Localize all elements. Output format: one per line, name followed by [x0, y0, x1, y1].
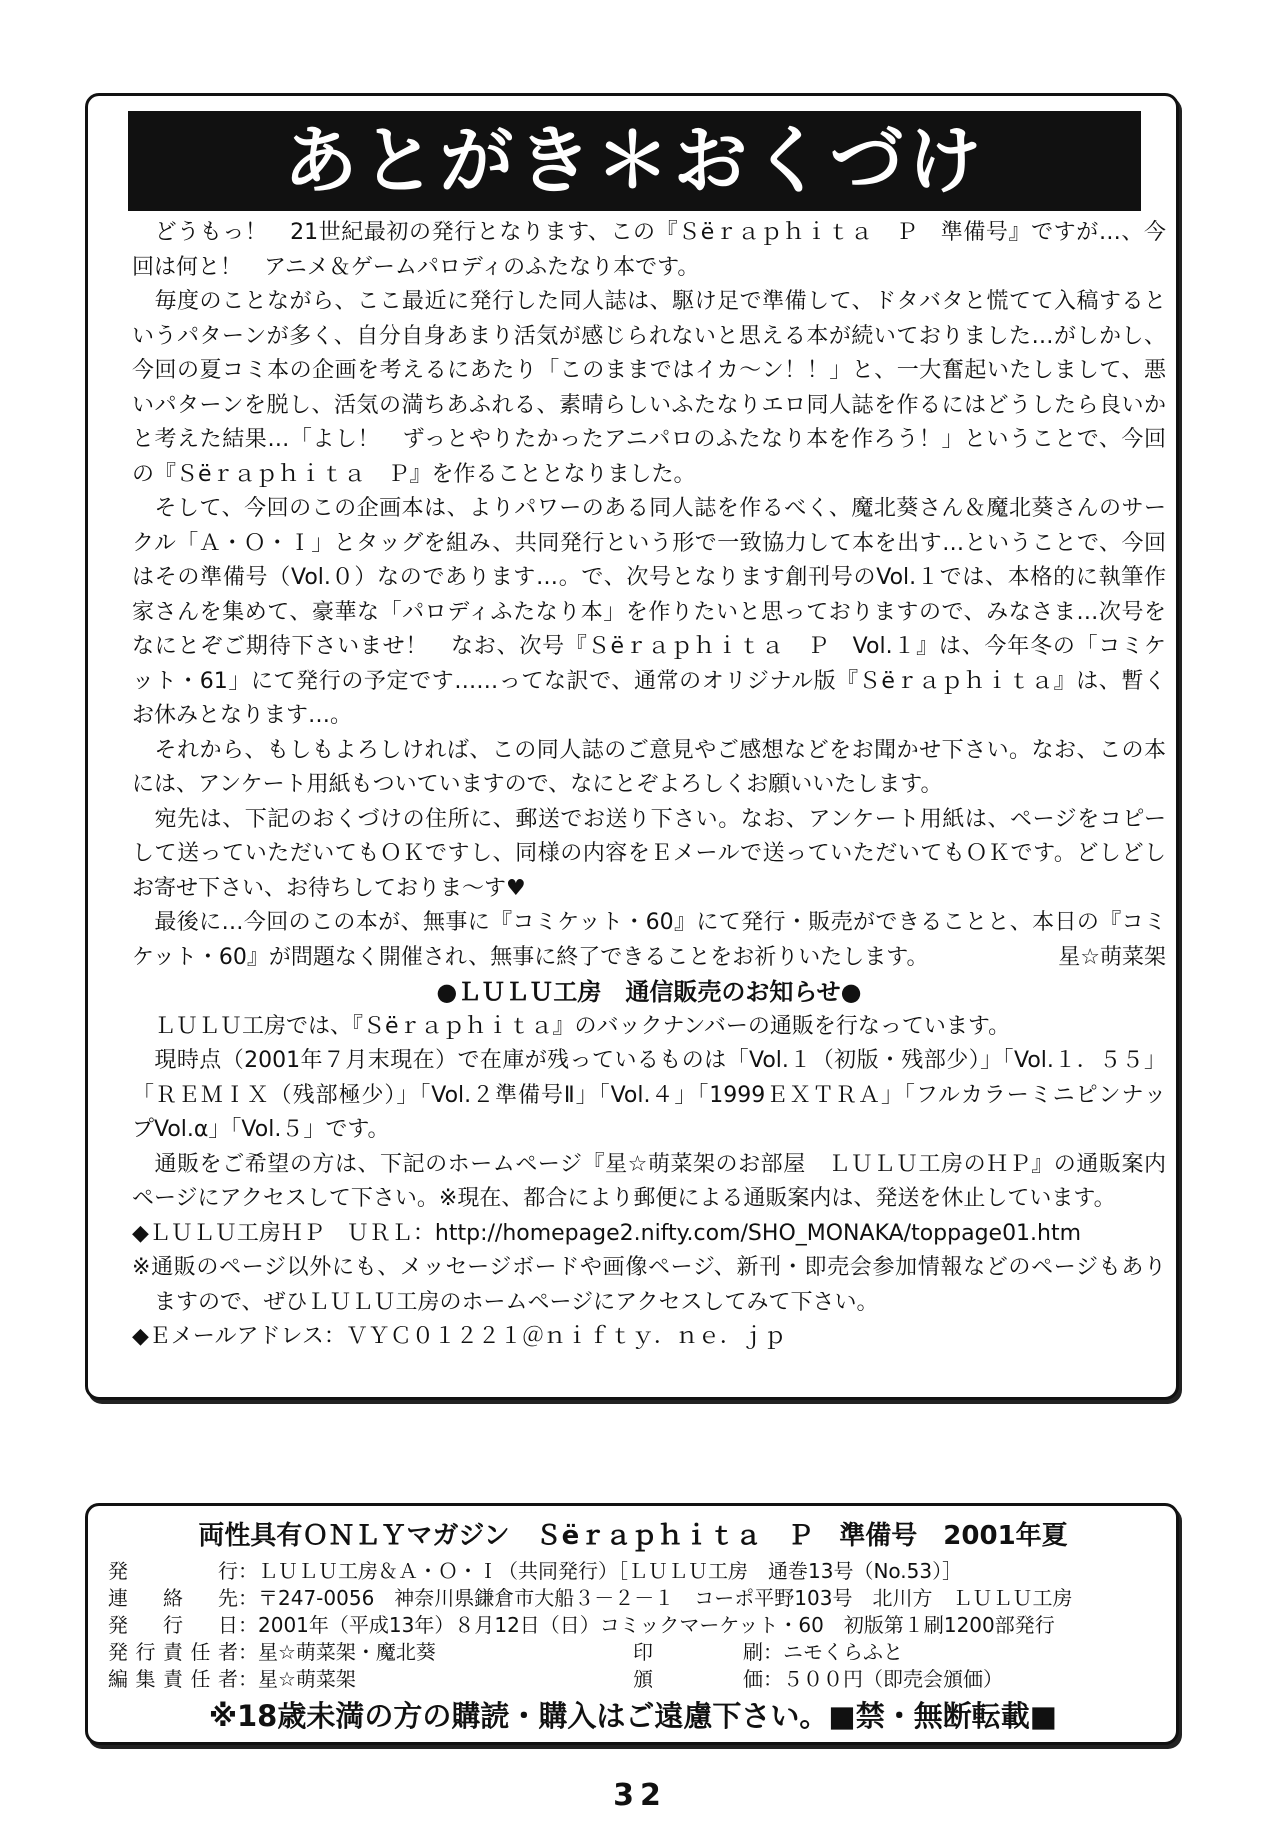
publisher-label: 発 行: [108, 1559, 238, 1583]
text-line: プVol.α」「Vol.５」です。: [132, 1117, 390, 1142]
text-line: どうもっ！ 21世紀最初の発行となります、この『Ｓëｒａｐｈｉｔａ Ｐ 準備号』ですが…、今: [132, 220, 1166, 245]
text-line: の『Ｓëｒａｐｈｉｔａ Ｐ』を作ることとなりました。: [132, 461, 696, 487]
text-line: クル「Ａ・Ｏ・Ｉ」とタッグを組み、共同発行という形で一致協力して本を出す…ということで、今回: [132, 530, 1166, 556]
text-line: ページにアクセスして下さい。※現在、都合により郵便による通販案内は、発送を休止しています。: [132, 1186, 1116, 1211]
text-line: と考えた結果…「よし！ ずっとやりたかったアニパロのふたなり本を作ろう！」ということで、今回: [132, 427, 1166, 452]
text-line: そして、今回のこの企画本は、よりパワーのある同人誌を作るべく、魔北葵さん＆魔北葵さんのサー: [132, 496, 1166, 521]
responsible-label: 発行責任者: [108, 1640, 238, 1664]
printer-value: ：ニモくらふと: [763, 1640, 903, 1664]
text-line: お寄せ下さい、お待ちしておりま～す♥: [132, 875, 526, 901]
text-line: 現時点（2001年７月末現在）で在庫が残っているものは「Vol.１（初版・残部少）」「Vol.１．５５」: [132, 1048, 1166, 1073]
mailorder-heading: ●ＬＵＬＵ工房 通信販売のお知らせ●: [436, 978, 862, 1006]
publisher-value: ：ＬＵＬＵ工房＆Ａ・Ｏ・Ｉ（共同発行）［ＬＵＬＵ工房 通巻13号（No.53）］: [238, 1559, 963, 1583]
text-line: なにとぞご期待下さいませ！ なお、次号『Ｓëｒａｐｈｉｔａ Ｐ Vol.１』は、今年冬の「コミケ: [132, 634, 1166, 659]
text-line: いパターンを脱し、活気の満ちあふれる、素晴らしいふたなりエロ同人誌を作るにはどうしたら良いか: [132, 392, 1166, 418]
text-line: ますので、ぜひＬＵＬＵ工房のホームページにアクセスしてみて下さい。: [132, 1289, 879, 1315]
text-line: いうパターンが多く、自分自身あまり活気が感じられないと思える本が続いておりました…がしかし、: [132, 323, 1166, 349]
price-value: ：５００円（即売会頒価）: [763, 1667, 1003, 1691]
text-line: 宛先は、下記のおくづけの住所に、郵送でお送り下さい。なお、アンケート用紙は、ページをコピー: [132, 806, 1166, 832]
text-line: ット・61」にて発行の予定です……ってな訳で、通常のオリジナル版『Ｓëｒａｐｈｉｔａ』は、暫く: [132, 668, 1166, 694]
contact-value: ：〒247-0056 神奈川県鎌倉市大船３－２－１ コーポ平野103号 北川方 ＬＵＬＵ工房: [238, 1586, 1073, 1610]
text-line: ◆Ｅメールアドレス：ＶＹＣ０１２２１＠ｎｉｆｔｙ．ｎｅ．ｊｐ: [132, 1324, 786, 1349]
closing-text: ケット・60』が問題なく開催され、無事に終了できることをお祈りいたします。: [132, 944, 929, 970]
text-line: 通販をご希望の方は、下記のホームページ『星☆萌菜架のお部屋 ＬＵＬＵ工房のＨＰ』の通販案内: [132, 1151, 1166, 1177]
editor-row: [108, 1666, 1158, 1693]
responsible-row: [108, 1639, 1158, 1666]
page-number: 32: [613, 1778, 667, 1813]
text-line: 毎度のことながら、ここ最近に発行した同人誌は、駆け足で準備して、ドタバタと慌てて入稿すると: [132, 289, 1166, 314]
afterword-box: [85, 93, 1179, 1400]
text-line: ※通販のページ以外にも、メッセージボードや画像ページ、新刊・即売会参加情報などのページもあり: [132, 1255, 1166, 1280]
text-line: それから、もしもよろしければ、この同人誌のご意見やご感想などをお聞かせ下さい。なお、この本: [132, 737, 1166, 763]
editor-value: ：星☆萌菜架: [238, 1667, 356, 1691]
text-line: には、アンケート用紙もついていますので、なにとぞよろしくお願いいたします。: [132, 772, 943, 797]
text-line: して送っていただいてもＯＫですし、同様の内容をＥメールで送っていただいてもＯＫです。どしどし: [132, 841, 1166, 866]
editor-label: 編集責任者: [108, 1667, 238, 1691]
afterword-title: あとがき＊おくづけ: [128, 111, 1141, 211]
text-line: ＬＵＬＵ工房では、『Ｓëｒａｐｈｉｔａ』のバックナンバーの通販を行なっています。: [132, 1013, 1011, 1039]
contact-label: 連絡先: [108, 1586, 238, 1610]
author-signature: 星☆萌菜架: [1058, 944, 1166, 970]
afterword-body: [132, 216, 1166, 1355]
text-line: はその準備号（Vol.０）なのであります…。で、次号となります創刊号のVol.１では、本格的に執筆作: [132, 565, 1166, 590]
publisher-row: [108, 1558, 1158, 1585]
text-line: 「ＲＥＭＩＸ（残部極少）」「Vol.２準備号Ⅱ」「Vol.４」「1999ＥＸＴＲＡ」「フルカラーミニピンナッ: [132, 1082, 1166, 1108]
text-line: 今回の夏コミ本の企画を考えるにあたり「このままではイカ～ン！！」と、一大奮起いたしまして、悪: [132, 358, 1166, 383]
closing-line: [132, 941, 1166, 976]
contact-row: [108, 1585, 1158, 1612]
responsible-value: ：星☆萌菜架・魔北葵: [238, 1640, 436, 1664]
date-value: ：2001年（平成13年）８月12日（日）コミックマーケット・60 初版第１刷1200部発行: [238, 1613, 1055, 1637]
text-line: 回は何と！ アニメ＆ゲームパロディのふたなり本です。: [132, 254, 700, 280]
text-line: お休みとなります…。: [132, 703, 353, 728]
colophon-box: [85, 1503, 1179, 1745]
text-line: 家さんを集めて、豪華な「パロディふたなり本」を作りたいと思っておりますので、みなさま…次号を: [132, 599, 1166, 625]
text-line: 最後に…今回のこの本が、無事に『コミケット・60』にて発行・販売ができることと、本日の『コミ: [132, 910, 1166, 935]
printer-label: 印 刷: [633, 1640, 763, 1664]
date-label: 発行日: [108, 1613, 238, 1637]
text-line: ◆ＬＵＬＵ工房ＨＰ ＵＲＬ：http://homepage2.nifty.com/SHO_MONAKA/toppage01.htm: [132, 1220, 1082, 1246]
colophon-title: 両性具有ＯＮＬＹマガジン Ｓëｒａｐｈｉｔａ Ｐ 準備号 2001年夏: [198, 1521, 1068, 1551]
age-warning: ※18歳未満の方の購読・購入はご遠慮下さい。■禁・無断転載■: [208, 1699, 1058, 1733]
price-label: 頒 価: [633, 1667, 763, 1691]
date-row: [108, 1612, 1158, 1639]
